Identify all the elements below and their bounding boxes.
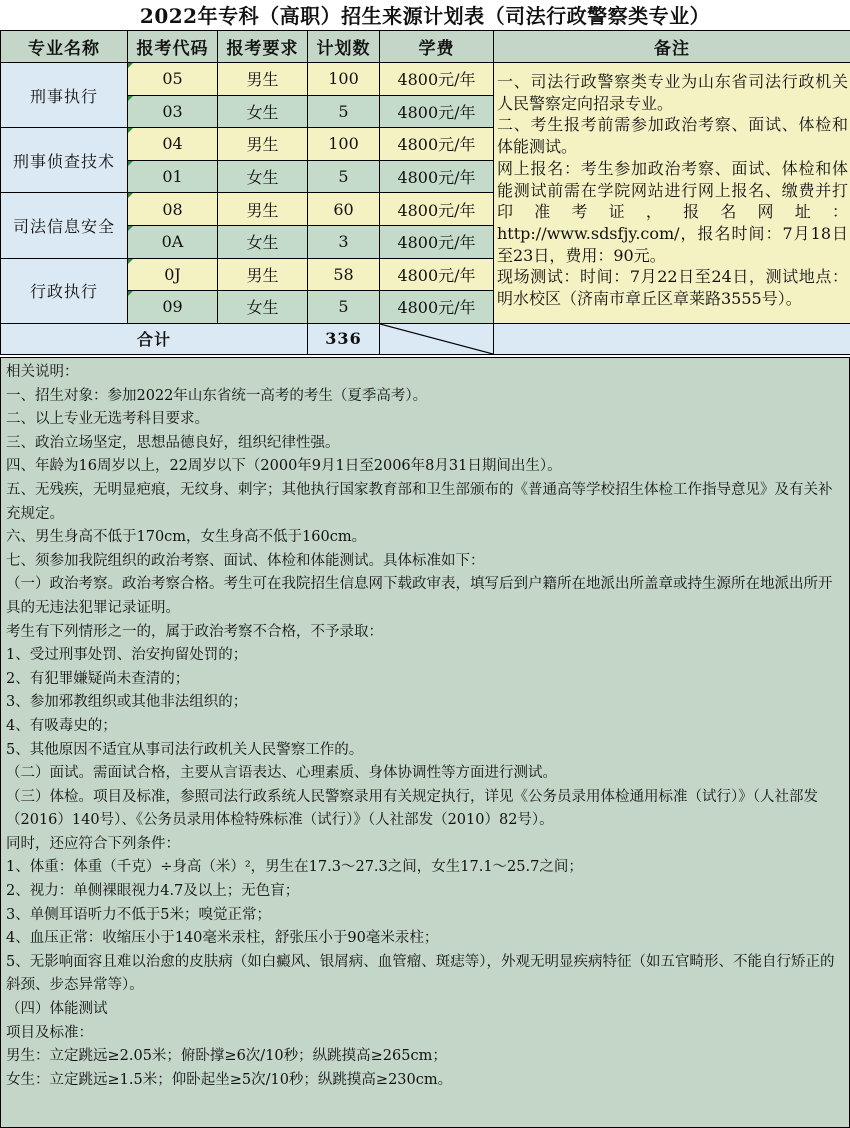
code-cell: 04 [128,128,218,161]
fee-cell: 4800元/年 [380,225,494,258]
explanation-line: 男生：立定跳远≥2.05米；俯卧撑≥6次/10秒；纵跳摸高≥265cm； [6,1048,447,1065]
explanation-line: 1、受过刑事处罚、治安拘留处罚的； [6,647,248,664]
diagonal-cell [380,323,494,354]
explanation-line: 2、视力：单侧裸眼视力4.7及以上；无色盲； [6,883,300,900]
plan-cell: 5 [308,95,380,128]
fee-cell: 4800元/年 [380,128,494,161]
explanation-line: 1、体重：体重（千克）÷身高（米）²，男生在17.3～27.3之间，女生17.1～25.7之间； [6,859,583,876]
plan-cell: 100 [308,63,380,96]
fee-cell: 4800元/年 [380,160,494,193]
fee-cell: 4800元/年 [380,291,494,324]
diagonal-line [380,324,493,354]
explanation-line: 2、有犯罪嫌疑尚未查清的； [6,670,190,687]
header-remarks: 备注 [494,31,850,63]
fee-cell: 4800元/年 [380,193,494,226]
explanation-line: （三）体检。项目及标准，参照司法行政系统人民警察录用有关规定执行，详见《公务员录用体检通用标准（试行）》（人社部发（2016）140号）、《公务员录用体检特殊标准（试行）》（人社部发（2010）82号）。 [6,788,818,829]
requirement-cell: 男生 [218,258,308,291]
explanation-line: 五、无残疾，无明显疤痕，无纹身、刺字；其他执行国家教育部和卫生部颁布的《普通高等学校招生体检工作指导意见》及有关补充规定。 [6,481,833,522]
explanation-line: 考生有下列情形之一的，属于政治考察不合格，不予录取： [6,623,383,640]
plan-cell: 3 [308,225,380,258]
explanation-line: 二、以上专业无选考科目要求。 [6,411,209,428]
explanation-line: 女生：立定跳远≥1.5米；仰卧起坐≥5次/10秒；纵跳摸高≥230cm。 [6,1071,453,1088]
explanation-line: 三、政治立场坚定，思想品德良好，组织纪律性强。 [6,434,340,451]
explanation-line: 3、单侧耳语听力不低于5米；嗅觉正常； [6,906,271,923]
enrollment-plan-table [0,30,850,355]
explanation-line: （一）政治考察。政治考察合格。考生可在我院招生信息网下载政审表，填写后到户籍所在地派出所盖章或持生源所在地派出所开具的无违法犯罪记录证明。 [6,576,833,616]
requirement-cell: 男生 [218,63,308,96]
table-row [1,63,850,96]
requirement-cell: 女生 [218,160,308,193]
requirement-cell: 女生 [218,225,308,258]
code-cell: 0J [128,258,218,291]
requirement-cell: 男生 [218,128,308,161]
explanation-line: 4、有吸毒史的； [6,717,117,734]
remark-4: 现场测试：时间：7月22日至24日，测试地点：明水校区（济南市章丘区章莱路3555号）。 [497,267,848,309]
fee-cell: 4800元/年 [380,63,494,96]
remark-2: 二、考生报考前需参加政治考察、面试、体检和体能测试。 [497,115,848,157]
page-title: 2022年专科（高职）招生来源计划表（司法行政警察类专业） [139,4,711,28]
header-code: 报考代码 [128,31,218,63]
explanation-section [0,357,850,1128]
explanation-line: 一、招生对象：参加2022年山东省统一高考的考生（夏季高考）。 [6,387,428,404]
requirement-cell: 女生 [218,95,308,128]
explanation-line: 3、参加邪教组织或其他非法组织的； [6,694,248,711]
requirement-cell: 女生 [218,291,308,324]
remark-3: 网上报名：考生参加政治考察、面试、体检和体能测试前需在学院网站进行网上报名、缴费并打印准考证，报名网址：http://www.sdsfjy.com/，报名时间：7月18日至23日，费用：90元。 [497,158,848,265]
header-plan: 计划数 [308,31,380,63]
header-requirement: 报考要求 [218,31,308,63]
plan-cell: 5 [308,291,380,324]
code-cell: 08 [128,193,218,226]
major-name: 刑事侦查技术 [1,128,128,193]
header-fee: 学费 [380,31,494,63]
explanation-line: 4、血压正常：收缩压小于140毫米汞柱，舒张压小于90毫米汞柱； [6,930,439,947]
explanation-line: 七、须参加我院组织的政治考察、面试、体检和体能测试。具体标准如下： [6,552,485,569]
explanation-line: 六、男生身高不低于170cm，女生身高不低于160cm。 [6,529,367,546]
code-cell: 09 [128,291,218,324]
explanation-line: 同时，还应符合下列条件： [6,835,180,852]
table-header-row [1,31,850,63]
major-name: 司法信息安全 [1,193,128,258]
code-cell: 0A [128,225,218,258]
plan-cell: 100 [308,128,380,161]
code-cell: 01 [128,160,218,193]
requirement-cell: 男生 [218,193,308,226]
plan-cell: 5 [308,160,380,193]
explanation-line: 5、无影响面容且难以治愈的皮肤病（如白癜风、银屑病、血管瘤、斑痣等），外观无明显疾病特征（如五官畸形、不能自行矫正的斜颈、步态异常等）。 [6,953,835,994]
major-name: 行政执行 [1,258,128,323]
explanation-line: 项目及标准： [6,1024,93,1041]
plan-cell: 60 [308,193,380,226]
code-cell: 05 [128,63,218,96]
explanation-line: 相关说明： [6,364,79,380]
total-row [1,323,850,354]
plan-cell: 58 [308,258,380,291]
fee-cell: 4800元/年 [380,95,494,128]
remark-1: 一、司法行政警察类专业为山东省司法行政机关人民警察定向招录专业。 [497,72,848,113]
fee-cell: 4800元/年 [380,258,494,291]
remarks-cell [494,63,850,324]
explanation-line: 四、年龄为16周岁以上，22周岁以下（2000年9月1日至2006年8月31日期间出生）。 [6,458,562,475]
explanation-line: 5、其他原因不适宜从事司法行政机关人民警察工作的。 [6,741,364,758]
header-major: 专业名称 [1,31,128,63]
explanation-line: （二）面试。需面试合格，主要从言语表达、心理素质、身体协调性等方面进行测试。 [6,765,557,782]
code-cell: 03 [128,95,218,128]
total-label: 合计 [1,323,308,354]
empty-cell [494,323,850,354]
total-value: 336 [308,323,380,354]
explanation-line: （四）体能测试 [6,1001,108,1018]
major-name: 刑事执行 [1,63,128,128]
